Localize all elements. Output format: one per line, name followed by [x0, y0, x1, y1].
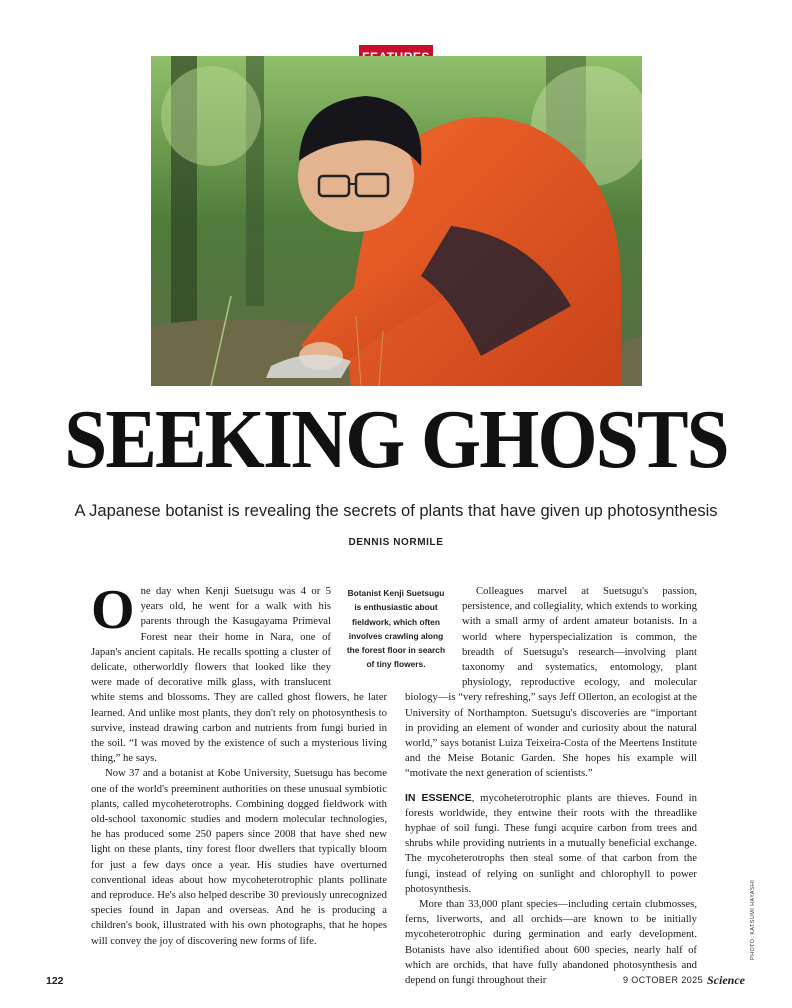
- essence-label: IN ESSENCE: [405, 791, 472, 804]
- essence-text: , mycoheterotrophic plants are thieves. Found in forests worldwide, they entwine their roots with the threadlike hyphae of soil fungi. These fungi acquire carbon from trees and shrubs while providing nutrients in a mutually beneficial exchange. The mycoheterotrophs then steal some of that carbon from the fungi, instead of relying on sunlight and chlorophyll to power photosynthesis.: [405, 791, 697, 895]
- column-2: [405, 584, 697, 988]
- page-number: 122: [46, 975, 64, 987]
- headline: SEEKING GHOSTS: [64, 393, 728, 486]
- paragraph-2: Now 37 and a botanist at Kobe University, Suetsugu has become one of the world's preeminent authorities on these unusual symbiotic plants, called mycoheterotrophs. Combining dogged fieldwork with old-school taxonomic studies and modern molecular technologies, he has produced some 250 papers since 2008 that have shed new light on these plants, tiny forest floor dwellers that typically bloom for just a few days once a year. His studies have overturned conventional ideas about how mycoheterotrophic plants pollinate and reproduce. He's also helped describe 30 previously unrecognized species found in Japan and overseas. And he is producing a children's book, illustrated with his own photographs, that he hopes will convey the joy of discovering new forms of life.: [91, 767, 387, 947]
- paragraph-4: More than 33,000 plant species—including certain clubmosses, ferns, liverworts, and all orchids—are known to be initially mycoheterotrophic during germination and early development. Botanists have also identified about 600 species, nearly half of which are orchids, that have fully abandoned photosynthesis and depend on fungi throughout their: [405, 898, 697, 987]
- essence-paragraph: [405, 791, 697, 897]
- paragraph-1: ne day when Kenji Suetsugu was 4 or 5 years old, he went for a walk with his parents through the Kasugayama Primeval Forest near their home in Nara, one of Japan's ancient capitals. He recalls spotting a cluster of delicate, otherworldly flowers that looked like they were made of decorative milk glass, with translucent white stems and blossoms. They are called ghost flowers, he later learned. And unlike most plants, they don't rely on photosynthesis to survive, instead drawing carbon and nutrients from fungi buried in the soil. “I was moved by the existence of such a mysterious living thing,” he says.: [91, 585, 387, 765]
- botanist-photo: [151, 56, 642, 386]
- paragraph-3: Colleagues marvel at Suetsugu's passion, persistence, and collegiality, which extends to working with a small army of ardent amateur botanists. In a world where hyperspecialization is common, the breadth of Suetsugu's research—involving plant taxonomy and systematics, entomology, plant physiology, reproductive ecology, and molecular biology—is “very refreshing,” says Jeff Ollerton, an ecologist at the University of Northampton. Suetsugu's discoveries are “important in providing an element of wonder and curiosity about the natural world,” says botanist Luiza Teixeira-Costa of the Meertens Institute and the Meise Botanic Garden. She hopes his example will “motivate the next generation of scientists.”: [405, 585, 697, 780]
- photo-caption: Botanist Kenji Suetsugu is enthusiastic about fieldwork, which often involves crawling along the forest floor in search of tiny flowers.: [346, 588, 446, 670]
- photo-credit: PHOTO: KATSUMI HAYASHI: [750, 879, 756, 960]
- issue-date: 9 OCTOBER 2025: [623, 975, 703, 985]
- botanist-photo-icon: [151, 56, 642, 386]
- dek: A Japanese botanist is revealing the secrets of plants that have given up photosynthesis: [74, 502, 718, 520]
- byline: DENNIS NORMILE: [348, 537, 444, 548]
- magazine-name: Science: [707, 973, 745, 987]
- column-1: [91, 579, 387, 949]
- dropcap: O: [91, 579, 135, 641]
